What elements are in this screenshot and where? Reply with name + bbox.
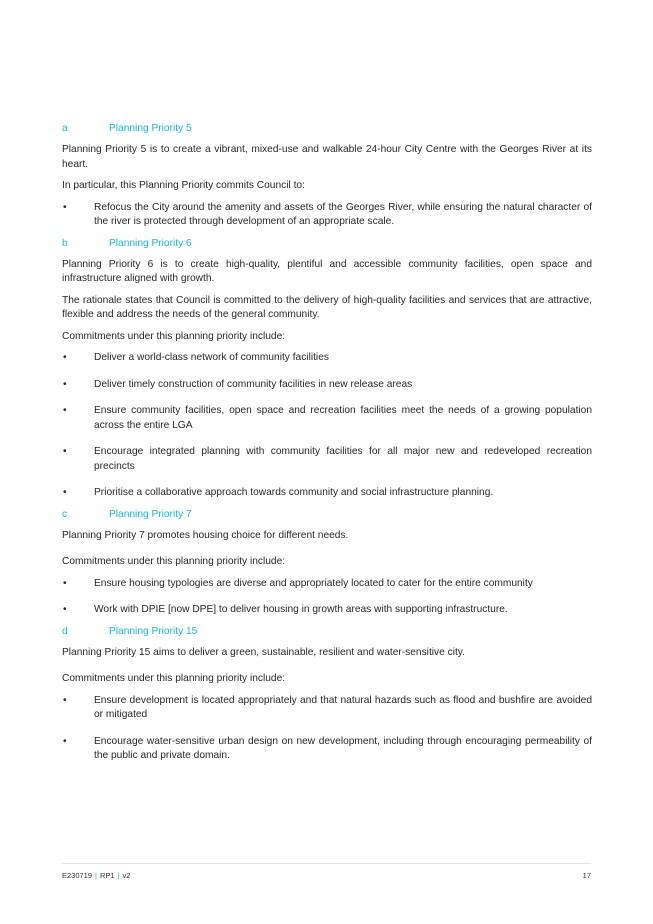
- bullet-icon: •: [63, 201, 67, 213]
- list-item: [62, 201, 592, 230]
- section-heading-a: [62, 122, 592, 136]
- paragraph: Commitments under this planning priority include:: [62, 556, 286, 567]
- bullet-icon: •: [63, 604, 67, 615]
- section-letter: b: [62, 237, 68, 249]
- bullet-list: [62, 577, 592, 618]
- bullet-icon: •: [63, 405, 67, 416]
- footer-separator: |: [117, 871, 120, 880]
- list-item-text: Work with DPIE [now DPE] to deliver housing in growth areas with supporting infrastructure.: [94, 604, 508, 615]
- bullet-icon: •: [63, 352, 67, 363]
- bullet-list: [62, 201, 592, 230]
- paragraph: Planning Priority 15 aims to deliver a green, sustainable, resilient and water-sensitive city.: [62, 646, 465, 658]
- section-title: Planning Priority 7: [109, 508, 192, 520]
- bullet-icon: •: [63, 446, 67, 457]
- list-item: [62, 577, 592, 592]
- section-letter: a: [62, 123, 68, 134]
- list-item: [62, 445, 592, 474]
- bullet-icon: •: [63, 735, 67, 747]
- page-content: [62, 122, 592, 776]
- footer-report: RP1: [99, 871, 115, 880]
- section-heading-b: [62, 237, 592, 251]
- section-letter: d: [62, 625, 68, 637]
- list-item-text: Encourage integrated planning with community facilities for all major new and redeveloped recreation precincts: [94, 446, 592, 472]
- bullet-icon: •: [63, 694, 67, 706]
- footer-separator: |: [95, 871, 97, 880]
- list-item-text: Ensure community facilities, open space and recreation facilities meet the needs of a growing population across the entire LGA: [94, 405, 592, 431]
- paragraph: Commitments under this planning priority include:: [62, 673, 286, 684]
- list-item-text: Refocus the City around the amenity and assets of the Georges River, while ensuring the natural character of the river is protected through development of an appropriate scale.: [94, 201, 592, 227]
- bullet-icon: •: [63, 577, 67, 589]
- list-item: [62, 735, 592, 764]
- list-item: [62, 404, 592, 433]
- section-title: Planning Priority 15: [109, 625, 198, 637]
- list-item-text: Ensure development is located appropriately and that natural hazards such as flood and bushfire are avoided or mitigated: [94, 694, 592, 720]
- list-item-text: Deliver timely construction of community facilities in new release areas: [94, 378, 413, 390]
- footer-divider: [62, 863, 591, 864]
- bullet-list: [62, 694, 592, 764]
- paragraph: Planning Priority 7 promotes housing choice for different needs.: [62, 529, 349, 541]
- footer-version: v2: [122, 871, 131, 880]
- bullet-list: [62, 351, 592, 501]
- footer-doc-ref: [62, 871, 130, 880]
- paragraph: Planning Priority 6 is to create high-quality, plentiful and accessible community facilities, open space and infrastructure aligned with growth.: [62, 258, 592, 284]
- list-item: [62, 378, 592, 393]
- paragraph: In particular, this Planning Priority commits Council to:: [62, 180, 305, 191]
- section-title: Planning Priority 5: [109, 123, 192, 134]
- section-title: Planning Priority 6: [109, 237, 192, 249]
- paragraph: Commitments under this planning priority include:: [62, 330, 286, 342]
- page-number: 17: [582, 871, 591, 880]
- bullet-icon: •: [63, 378, 67, 390]
- list-item-text: Deliver a world-class network of community facilities: [94, 352, 329, 363]
- list-item: [62, 351, 592, 366]
- list-item-text: Prioritise a collaborative approach towards community and social infrastructure planning.: [94, 487, 494, 498]
- section-heading-c: [62, 508, 592, 522]
- section-letter: c: [62, 508, 68, 520]
- list-item-text: Encourage water-sensitive urban design on new development, including through encouraging permeability of the public and private domain.: [94, 735, 592, 761]
- paragraph: Planning Priority 5 is to create a vibrant, mixed-use and walkable 24-hour City Centre with the Georges River at its heart.: [62, 144, 592, 170]
- paragraph: The rationale states that Council is committed to the delivery of high-quality facilities and services that are attractive, flexible and address the needs of the general community.: [62, 294, 592, 320]
- section-heading-d: [62, 625, 592, 639]
- list-item: [62, 694, 592, 723]
- list-item: [62, 603, 592, 618]
- footer-doc-id: E230719: [62, 871, 93, 880]
- bullet-icon: •: [63, 487, 67, 498]
- page-footer: [62, 871, 591, 880]
- list-item: [62, 486, 592, 501]
- list-item-text: Ensure housing typologies are diverse and appropriately located to cater for the entire community: [94, 577, 533, 589]
